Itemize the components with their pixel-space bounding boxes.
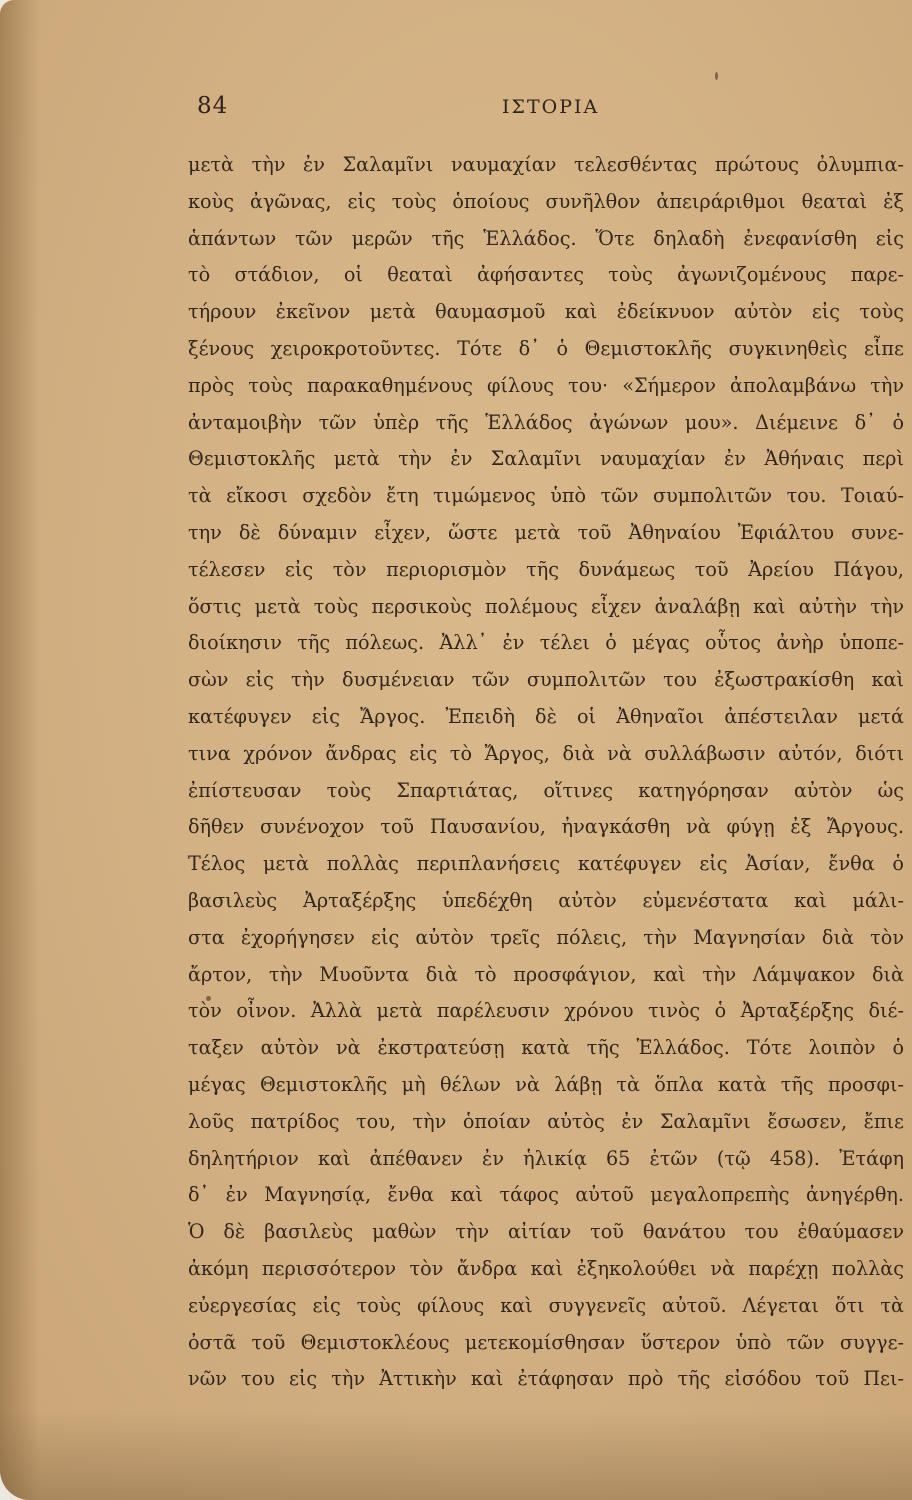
text-line: ὅστις μετὰ τοὺς περσικοὺς πολέμους εἶχεν ἀναλάβῃ καὶ αὐτὴν τὴν — [188, 594, 904, 618]
text-line: μέγας Θεμιστοκλῆς μὴ θέλων νὰ λάβῃ τὰ ὅπλα κατὰ τῆς προσφι- — [188, 1072, 904, 1096]
text-line: ἀκόμη περισσότερον τὸν ἄνδρα καὶ ἐξηκολούθει νὰ παρέχῃ πολλὰς — [188, 1256, 904, 1280]
text-line: ἀνταμοιβὴν τῶν ὑπὲρ τῆς Ἑλλάδος ἀγώνων μου». Διέμεινε δ᾽ ὁ — [188, 410, 904, 434]
text-line: σὼν εἰς τὴν δυσμένειαν τῶν συμπολιτῶν του ἐξωστρακίσθη καὶ — [188, 668, 904, 692]
text-line: στα ἐχορήγησεν εἰς αὐτὸν τρεῖς πόλεις, τὴν Μαγνησίαν διὰ τὸν — [188, 925, 904, 949]
text-line: δηλητήριον καὶ ἀπέθανεν ἐν ἡλικίᾳ 65 ἐτῶν (τῷ 458). Ἐτάφη — [188, 1146, 904, 1170]
body-text — [188, 147, 904, 1398]
text-line: ἁπάντων τῶν μερῶν τῆς Ἑλλάδος. Ὅτε δηλαδὴ ἐνεφανίσθη εἰς — [188, 226, 904, 250]
text-line: διοίκησιν τῆς πόλεως. Ἀλλ᾽ ἐν τέλει ὁ μέγας οὗτος ἀνὴρ ὑποπε- — [188, 631, 904, 655]
text-line: τὸ στάδιον, οἱ θεαταὶ ἀφήσαντες τοὺς ἀγωνιζομένους παρε- — [188, 263, 904, 287]
text-line: ἐπίστευσαν τοὺς Σπαρτιάτας, οἵτινες κατηγόρησαν αὐτὸν ὡς — [188, 778, 904, 802]
text-line: Ὁ δὲ βασιλεὺς μαθὼν τὴν αἰτίαν τοῦ θανάτου του ἐθαύμασεν — [188, 1220, 904, 1244]
text-line: δ᾽ ἐν Μαγνησίᾳ, ἔνθα καὶ τάφος αὐτοῦ μεγαλοπρεπὴς ἀνηγέρθη. — [188, 1183, 904, 1207]
text-line: βασιλεὺς Ἀρταξέρξης ὑπεδέχθη αὐτὸν εὐμενέστατα καὶ μάλι- — [188, 888, 904, 912]
text-line: Τέλος μετὰ πολλὰς περιπλανήσεις κατέφυγεν εἰς Ἀσίαν, ἔνθα ὁ — [188, 852, 904, 876]
text-line: νῶν του εἰς τὴν Ἀττικὴν καὶ ἐτάφησαν πρὸ τῆς εἰσόδου τοῦ Πει- — [188, 1367, 904, 1391]
page-header — [197, 93, 912, 129]
text-line: τὸν οἶνον. Ἀλλὰ μετὰ παρέλευσιν χρόνου τινὸς ὁ Ἀρταξέρξης διέ- — [188, 999, 904, 1023]
text-line: τήρουν ἐκεῖνον μετὰ θαυμασμοῦ καὶ ἐδείκνυον αὐτὸν εἰς τοὺς — [188, 300, 904, 324]
text-line: την δὲ δύναμιν εἶχεν, ὥστε μετὰ τοῦ Ἀθηναίου Ἐφιάλτου συνε- — [188, 520, 904, 544]
page-number: 84 — [197, 93, 229, 119]
text-line: λοῦς πατρίδος του, τὴν ὁποίαν αὐτὸς ἐν Σαλαμῖνι ἔσωσεν, ἔπιε — [188, 1109, 904, 1133]
text-line: πρὸς τοὺς παρακαθημένους φίλους του· «Σήμερον ἀπολαμβάνω τὴν — [188, 373, 904, 397]
text-line: ὀστᾶ τοῦ Θεμιστοκλέους μετεκομίσθησαν ὕστερον ὑπὸ τῶν συγγε- — [188, 1330, 904, 1354]
text-line: εὐεργεσίας εἰς τοὺς φίλους καὶ συγγενεῖς αὐτοῦ. Λέγεται ὅτι τὰ — [188, 1293, 904, 1317]
running-head: ΙΣΤΟΡΙΑ — [502, 96, 600, 118]
paper-speck — [715, 72, 718, 80]
text-line: τέλεσεν εἰς τὸν περιορισμὸν τῆς δυνάμεως τοῦ Ἀρείου Πάγου, — [188, 557, 904, 581]
text-line: τὰ εἴκοσι σχεδὸν ἔτη τιμώμενος ὑπὸ τῶν συμπολιτῶν του. Τοιαύ- — [188, 484, 904, 508]
text-line: ἄρτον, τὴν Μυοῦντα διὰ τὸ προσφάγιον, καὶ τὴν Λάμψακον διὰ — [188, 962, 904, 986]
text-line: ξένους χειροκροτοῦντες. Τότε δ᾽ ὁ Θεμιστοκλῆς συγκινηθεὶς εἶπε — [188, 336, 904, 360]
text-line: τινα χρόνον ἄνδρας εἰς τὸ Ἄργος, διὰ νὰ συλλάβωσιν αὐτόν, διότι — [188, 741, 904, 765]
text-line: κατέφυγεν εἰς Ἄργος. Ἐπειδὴ δὲ οἱ Ἀθηναῖοι ἀπέστειλαν μετά — [188, 704, 904, 728]
text-line: μετὰ τὴν ἐν Σαλαμῖνι ναυμαχίαν τελεσθέντας πρώτους ὀλυμπια- — [188, 153, 904, 176]
text-line: δῆθεν συνένοχον τοῦ Παυσανίου, ἠναγκάσθη νὰ φύγῃ ἐξ Ἄργους. — [188, 815, 904, 839]
text-line: Θεμιστοκλῆς μετὰ τὴν ἐν Σαλαμῖνι ναυμαχίαν ἐν Ἀθήναις περὶ — [188, 447, 904, 471]
text-line: ταξεν αὐτὸν νὰ ἐκστρατεύσῃ κατὰ τῆς Ἑλλάδος. Τότε λοιπὸν ὁ — [188, 1036, 904, 1060]
text-line: κοὺς ἀγῶνας, εἰς τοὺς ὁποίους συνῆλθον ἀπειράριθμοι θεαταὶ ἐξ — [188, 189, 904, 213]
